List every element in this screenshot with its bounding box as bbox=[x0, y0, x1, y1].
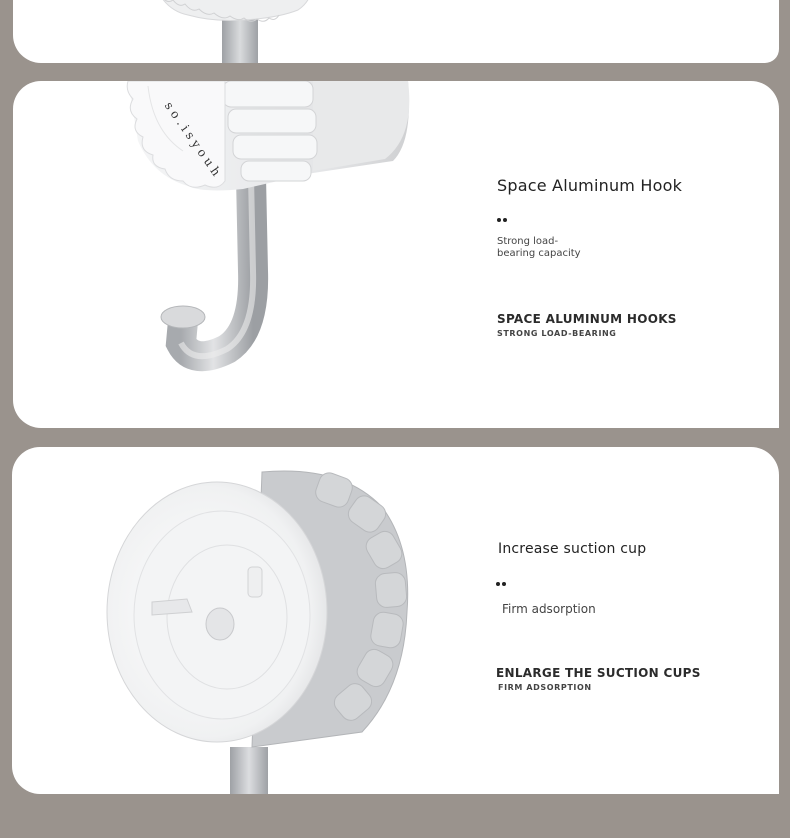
hook-caps-title: SPACE ALUMINUM HOOKS bbox=[497, 312, 677, 326]
suction-cup-illustration bbox=[12, 447, 492, 794]
hook-heading: Space Aluminum Hook bbox=[497, 176, 683, 195]
cup-heading: Increase suction cup bbox=[498, 541, 647, 557]
suction-cup-feature-card bbox=[12, 447, 779, 794]
cup-subtext: Firm adsorption bbox=[502, 602, 596, 616]
bullet-dots-icon bbox=[496, 577, 701, 588]
hook-engraving-text: s o . i s y o u h bbox=[161, 99, 224, 179]
suction-cup-bottom-illustration bbox=[13, 0, 779, 63]
hook-caps-subtitle: STRONG LOAD-BEARING bbox=[497, 329, 617, 338]
hook-feature-card bbox=[13, 81, 779, 428]
hook-text-group bbox=[497, 176, 682, 338]
hook-subtext: Strong load- bearing capacity bbox=[497, 236, 581, 259]
aluminum-hook-illustration bbox=[13, 81, 493, 428]
cup-caps-title: ENLARGE THE SUCTION CUPS bbox=[496, 666, 701, 680]
cup-caps-subtitle: FIRM ADSORPTION bbox=[498, 683, 592, 692]
top-product-card bbox=[13, 0, 779, 63]
cup-text-group bbox=[498, 541, 701, 692]
bullet-dots-icon bbox=[497, 213, 682, 224]
